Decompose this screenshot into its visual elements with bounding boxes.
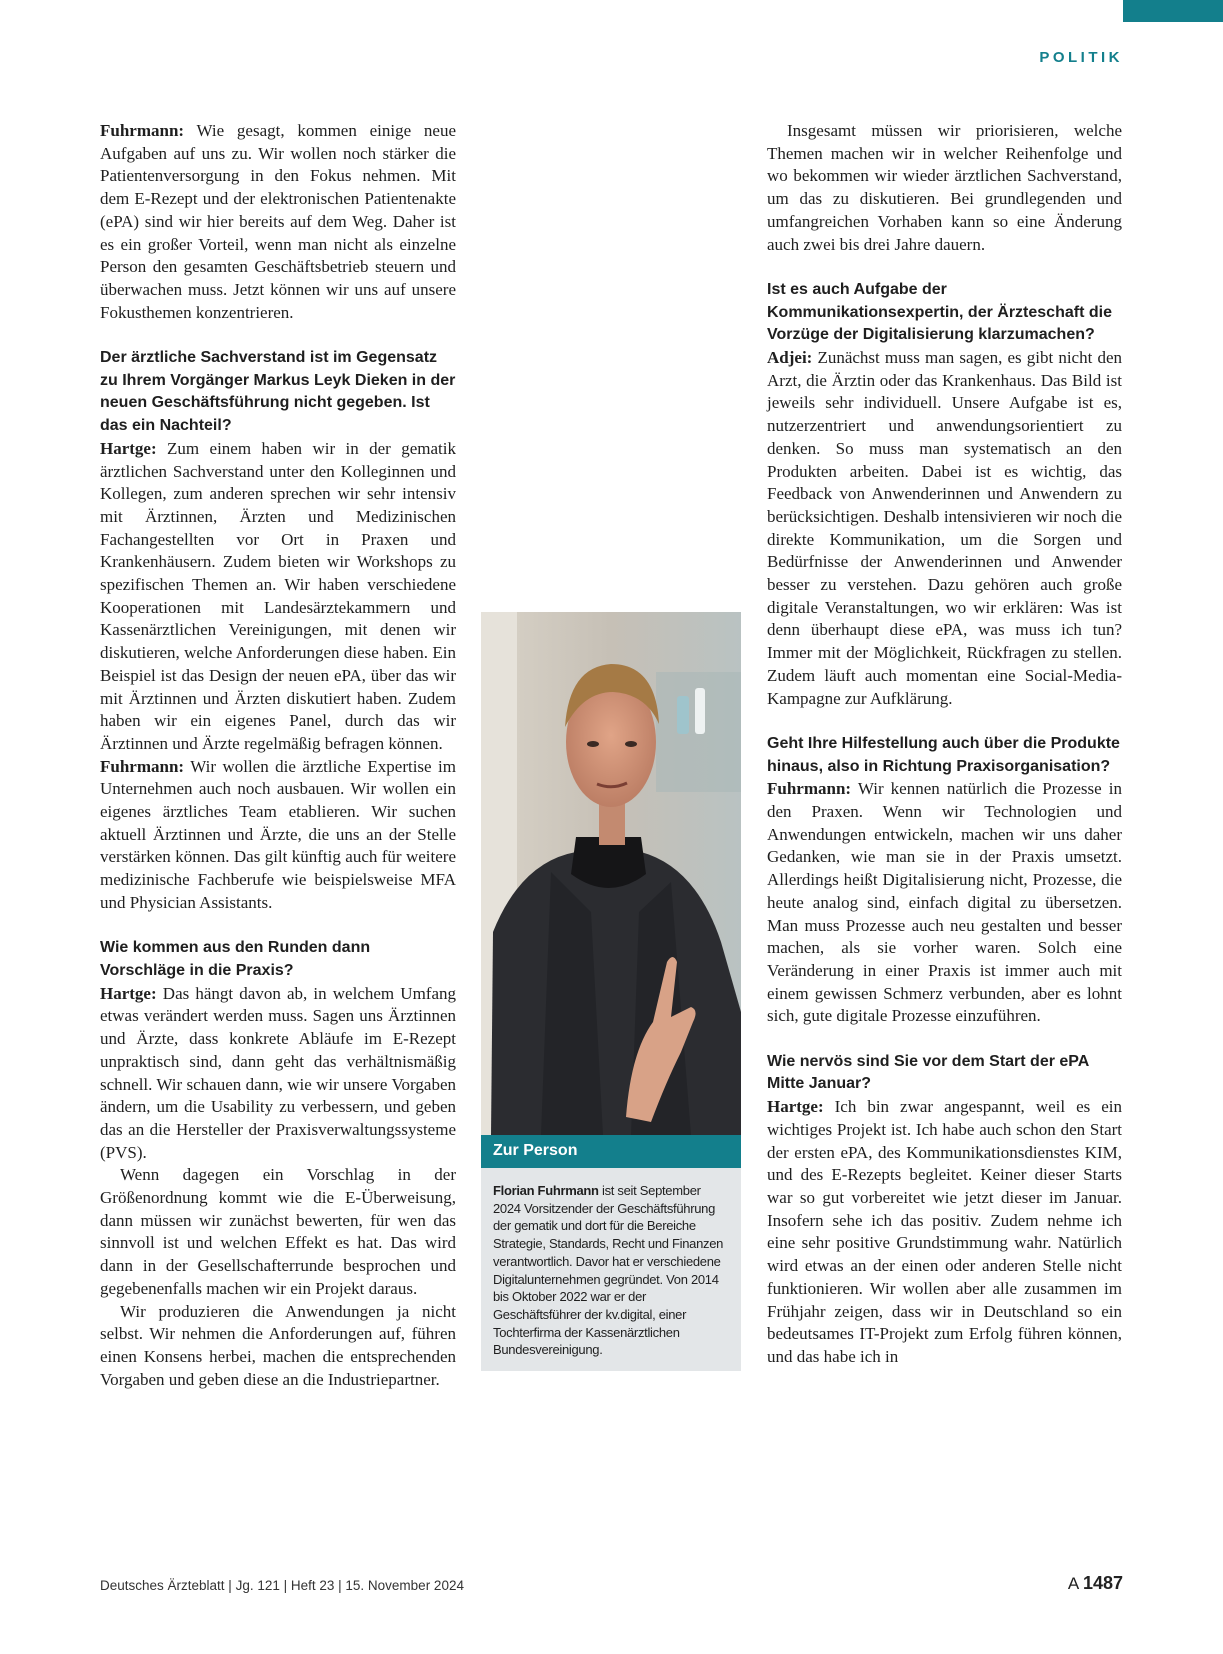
speaker-name: Fuhrmann: bbox=[767, 779, 852, 799]
speaker-name: Fuhrmann: bbox=[100, 121, 185, 140]
answer-text: Ich bin zwar angespannt, weil es ein wichtiges Projekt ist. Ich habe auch schon den Start der ersten ePA, des Kommunikationsdienstes KIM, und des E-Rezepts begleitet. Keiner dieser Starts war so gut vorbereitet wie jetzt dieser im Januar. Insofern sehe ich das positiv. Zudem nehme ich eine sehr positive Grundstimmung wahr. Natürlich wird etwas an der einen oder anderen Stelle nicht funktionieren. Wir wollen aber alle zusammen im Frühjahr zeigen, dass wir in Deutschland so ein bedeutsames IT-Projekt zum Erfolg führen können, und das habe ich in bbox=[767, 1097, 1122, 1366]
paragraph: Insgesamt müssen wir priorisieren, welche Themen machen wir in welcher Reihenfolge und wo bekommen wir wieder ärztlichen Sachverstand, um das zu diskutieren. Bei grundlegenden und umfangreichen Vorhaben kann so eine Änderung auch zwei bis drei Jahre dauern. bbox=[767, 121, 1122, 254]
answer-text: Zum einem haben wir in der gematik ärztlichen Sachverstand unter den Kolleginnen und Kollegen, zum anderen sprechen wir sehr intensiv mit Ärztinnen, Ärzten und Medizinischen Fachangestellten vor Ort in Praxen und Krankenhäusern. Zudem bieten wir Workshops zu spezifischen Themen an. Wir haben verschiedene Kooperationen mit Landesärztekammern und Kassenärztlichen Vereinigungen, mit denen wir diskutieren, welche Anforderungen diese haben. Ein Beispiel ist das Design der neuen ePA, über das wir mit Ärztinnen und Ärzten diskutiert haben. Zudem haben wir ein eigenes Panel, durch das wir Ärztinnen und Ärzte regelmäßig befragen können. bbox=[100, 438, 456, 753]
interview-question: Ist es auch Aufgabe der Kommunikationsexpertin, der Ärzteschaft die Vorzüge der Digitalisierung klarzumachen? bbox=[767, 280, 1112, 344]
info-box-text: ist seit September 2024 Vorsitzender der Geschäftsführung der gematik und dort für die Bereiche Strategie, Standards, Recht und Finanzen verantwortlich. Davor hat er verschiedene Digitalunternehmen gegründet. Von 2014 bis Oktober 2022 war er der Geschäftsführer der kv.digital, einer Tochterfirma der Kassenärztlichen Bundesvereinigung. bbox=[493, 1183, 724, 1358]
speaker-name: Fuhrmann: bbox=[100, 756, 185, 776]
footer-publication: Deutsches Ärzteblatt | Jg. 121 | Heft 23 | 15. November 2024 bbox=[100, 1578, 464, 1593]
paragraph bbox=[100, 120, 456, 324]
answer-text: Wir kennen natürlich die Prozesse in den Praxen. Wenn wir Technologien und Anwendungen entwickeln, machen wir uns daher Gedanken, wie man sie in der Praxis umsetzt. Allerdings heißt Digitalisierung nicht, Prozesse, die heute analog sind, einfach digital zu übersetzen. Man muss Prozesse auch neu gestalten und besser machen, als sie vorher waren. Solch eine Veränderung in einer Praxis ist immer auch mit einem gewissen Schmerz verbunden, aber es lohnt sich, gute digitale Prozesse einzuführen. bbox=[767, 779, 1122, 1026]
paragraph bbox=[100, 983, 456, 1165]
interview-question: Der ärztliche Sachverstand ist im Gegensatz zu Ihrem Vorgänger Markus Leyk Dieken in der neuen Geschäftsführung nicht gegeben. Ist das ein Nachteil? bbox=[100, 349, 456, 435]
paragraph: Wir produzieren die Anwendungen ja nicht selbst. Wir nehmen die Anforderungen auf, führen einen Konsens herbei, machen die entsprechenden Vorgaben und geben diese an die Industriepartner. bbox=[100, 1301, 456, 1389]
page-prefix: A bbox=[1067, 1574, 1079, 1593]
info-box-name: Florian Fuhrmann bbox=[493, 1183, 599, 1198]
info-box-title: Zur Person bbox=[481, 1135, 741, 1168]
interview-question: Wie nervös sind Sie vor dem Start der ePA Mitte Januar? bbox=[767, 1052, 1089, 1093]
answer-text: Zunächst muss man sagen, es gibt nicht den Arzt, die Ärztin oder das Krankenhaus. Das Bild ist jeweils sehr individuell. Unsere Aufgabe ist es, nutzerzentriert und anwendungsorientiert zu denken. So muss man systematisch an den Produkten arbeiten. Dabei ist es wichtig, das Feedback von Anwenderinnen und Anwendern zu berücksichtigen. Deshalb intensivieren wir noch die direkte Kommunikation, um die Sorgen und Bedürfnisse der Anwenderinnen und Anwender besser zu verstehen. Dazu gehören auch große digitale Veranstaltungen, wo wir erklären: Was ist denn überhaupt diese ePA, was muss ich tun? Immer mit der Möglichkeit, Rückfragen zu stellen. Zudem läuft auch momentan eine Social-Media-Kampagne zur Aufklärung. bbox=[767, 348, 1122, 708]
answer-text: Wir wollen die ärztliche Expertise im Unternehmen auch noch ausbauen. Wir wollen ein eigenes ärztliches Team etablieren. Wir suchen aktuell Ärztinnen und Ärzte, die uns an der Stelle verstärken können. Das gilt künftig auch für weitere medizinische Fachberufe wie beispielsweise MFA und Physician Assistants. bbox=[100, 756, 456, 912]
interview-question: Geht Ihre Hilfestellung auch über die Produkte hinaus, also in Richtung Praxisorganisation? bbox=[767, 734, 1120, 775]
left-column bbox=[100, 120, 456, 1391]
paragraph bbox=[100, 438, 456, 756]
paragraph bbox=[100, 756, 456, 915]
right-column bbox=[767, 120, 1122, 1369]
answer-text: Wie gesagt, kommen einige neue Aufgaben auf uns zu. Wir wollen noch stärker die Patientenversorgung in den Fokus nehmen. Mit dem E-Rezept und der elektronischen Patientenakte (ePA) sind wir hier bereits auf dem Weg. Daher ist es ein großer Vorteil, wenn man nicht als einzelne Person den gesamten Geschäftsbetrieb steuern und überwachen muss. Jetzt können wir uns auf unsere Fokusthemen konzentrieren. bbox=[100, 121, 456, 322]
page-number: 1487 bbox=[1082, 1573, 1123, 1593]
paragraph: Wenn dagegen ein Vorschlag in der Größenordnung kommt wie die E-Überweisung, dann müssen wir zunächst bewerten, für wen das sinnvoll ist und welchen Effekt es hat. Das wird dann in der Gesellschafterrunde besprochen und gegebenenfalls machen wir ein Projekt daraus. bbox=[100, 1165, 456, 1298]
corner-accent-bar bbox=[1123, 0, 1223, 22]
speaker-name: Hartge: bbox=[767, 1097, 824, 1117]
footer-page-number bbox=[1068, 1573, 1123, 1594]
answer-text: Das hängt davon ab, in welchem Umfang etwas verändert werden muss. Sagen uns Ärztinnen und Ärzte, dass konkrete Abläufe im E-Rezept unpraktisch sind, dann geht das verhältnismäßig schnell. Wir schauen dann, wie wir unsere Vorgaben ändern, um die Usability zu verbessern, und geben das an die Hersteller der Praxisverwaltungssysteme (PVS). bbox=[100, 983, 456, 1162]
section-label: POLITIK bbox=[1039, 49, 1123, 66]
speaker-name: Hartge: bbox=[100, 983, 157, 1003]
interview-question: Wie kommen aus den Runden dann Vorschläge in die Praxis? bbox=[100, 939, 371, 979]
paragraph bbox=[767, 1096, 1122, 1368]
speaker-name: Adjei: bbox=[767, 348, 813, 368]
info-box-body bbox=[481, 1168, 741, 1371]
paragraph bbox=[767, 347, 1122, 710]
portrait-photo bbox=[481, 612, 741, 1135]
speaker-name: Hartge: bbox=[100, 438, 157, 458]
paragraph bbox=[767, 778, 1122, 1028]
